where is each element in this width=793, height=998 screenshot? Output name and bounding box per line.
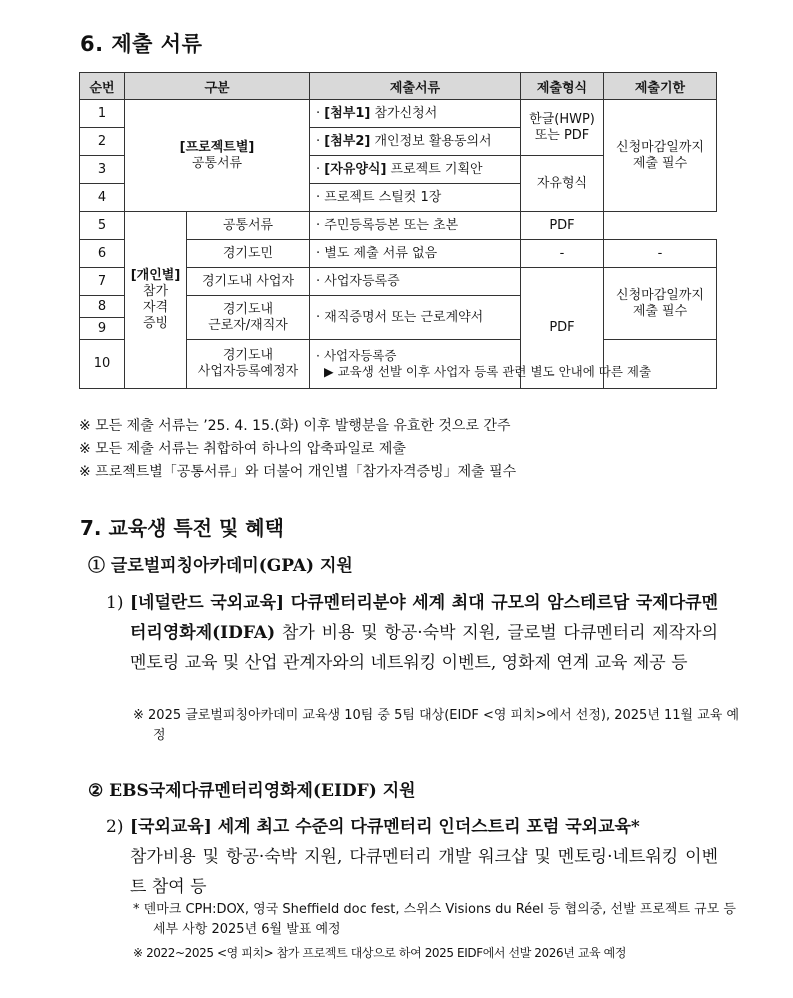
doc-name: 주민등록등본 또는 초본 (324, 217, 459, 233)
item-highlight: [네덜란드 국외교육] 다큐멘터리분야 세계 최대 규모의 암스테르담 국제다큐멘터리영화제(IDFA) (130, 593, 718, 643)
item-2-note-2: ※ 2022~2025 <영 피치> 참가 프로젝트 대상으로 하여 2025 EIDF에서 선발 2026년 교육 예정 (133, 946, 627, 960)
subsection-gpa-title: ① 글로벌피칭아카데미(GPA) 지원 (88, 556, 353, 576)
format-free-cell: 자유형식 (521, 156, 604, 212)
category-cell: 경기도내 사업자등록예정자 (187, 340, 310, 389)
deadline-cell: - (604, 240, 717, 268)
category-cell: 공통서류 (187, 212, 310, 240)
doc-note: ▶ 교육생 선발 이후 사업자 등록 관련 별도 안내에 따른 제출 (324, 364, 652, 379)
table-header-row (80, 73, 717, 100)
bullet: · (316, 273, 321, 289)
doc-name: 재직증명서 또는 근로계약서 (324, 309, 484, 325)
subsection-eidf-title: ② EBS국제다큐멘터리영화제(EIDF) 지원 (88, 781, 416, 801)
bullet: · (316, 245, 321, 261)
doc-name: 별도 제출 서류 없음 (324, 245, 438, 261)
bullet: · (316, 309, 321, 325)
format-cell: - (521, 240, 604, 268)
item-text: 참가 비용 및 항공·숙박 지원, 글로벌 다큐멘터리 제작자의 멘토링 교육 및 산업 관계자와의 네트워킹 이벤트, 영화제 연계 교육 제공 등 (130, 623, 718, 673)
doc-tag: [자유양식] (324, 161, 387, 177)
item-text: 참가비용 및 항공·숙박 지원, 다큐멘터리 개발 워크샵 및 멘토링·네트워킹 이벤트 참여 등 (130, 847, 718, 897)
document-cell (310, 296, 521, 340)
project-group-label: 공통서류 (191, 155, 243, 171)
category-cell: 경기도내 근로자/재직자 (187, 296, 310, 340)
item-2-note-1: * 덴마크 CPH:DOX, 영국 Sheffield doc fest, 스위스 Visions du Réel 등 협의중, 선발 프로젝트 규모 등 세부 사항 2025년 6월 발표 예정 (133, 902, 736, 937)
row-number: 7 (80, 268, 125, 296)
doc-name: 참가신청서 (370, 105, 438, 121)
category-cell: 경기도민 (187, 240, 310, 268)
document-cell (310, 340, 717, 389)
notes (79, 415, 516, 484)
item-number: 1) (106, 593, 124, 613)
row-number: 10 (80, 340, 125, 389)
bullet: · (316, 189, 321, 205)
bullet: · (316, 161, 321, 177)
format-hwp-cell: 한글(HWP) 또는 PDF (521, 100, 604, 156)
project-group-cell (125, 100, 310, 212)
row-number: 4 (80, 184, 125, 212)
individual-group-cell (125, 212, 187, 389)
row-number: 6 (80, 240, 125, 268)
doc-tag: [첨부1] (324, 105, 371, 121)
document-cell (310, 156, 521, 184)
row-number: 2 (80, 128, 125, 156)
bullet: · (316, 105, 321, 121)
header-deadline: 제출기한 (604, 73, 717, 100)
individual-group-label: 참가 자격 증빙 (142, 284, 169, 331)
bullet: · (316, 133, 321, 149)
document-cell (310, 128, 521, 156)
item-highlight: [국외교육] 세계 최고 수준의 다큐멘터리 인더스트리 포럼 국외교육* (130, 817, 640, 837)
item-number: 2) (106, 817, 124, 837)
category-cell: 경기도내 사업자 (187, 268, 310, 296)
section-7-title: 7. 교육생 특전 및 혜택 (80, 516, 284, 540)
doc-name: 개인정보 활용동의서 (370, 133, 492, 149)
note-item: ※ 모든 제출 서류는 ’25. 4. 15.(화) 이후 발행분을 유효한 것으로 간주 (79, 418, 511, 434)
benefit-item-1 (106, 588, 718, 678)
header-no: 순번 (80, 73, 125, 100)
format-pdf-cell: PDF (521, 268, 604, 389)
header-format: 제출형식 (521, 73, 604, 100)
doc-name: 사업자등록증 (324, 273, 400, 289)
row-number: 8 (80, 296, 125, 318)
submission-documents-table (79, 72, 717, 389)
item-1-note: ※ 2025 글로벌피칭아카데미 교육생 10팀 중 5팀 대상(EIDF <영 피치>에서 선정), 2025년 11월 교육 예정 (133, 708, 740, 743)
table-row (80, 100, 717, 128)
doc-tag: [첨부2] (324, 133, 371, 149)
note-item: ※ 프로젝트별「공통서류」와 더불어 개인별「참가자격증빙」제출 필수 (79, 464, 517, 480)
section-6-title: 6. 제출 서류 (80, 32, 203, 56)
note-item: ※ 모든 제출 서류는 취합하여 하나의 압축파일로 제출 (79, 441, 406, 457)
header-category: 구분 (125, 73, 310, 100)
header-document: 제출서류 (310, 73, 521, 100)
document-cell (310, 240, 521, 268)
doc-name: 프로젝트 스틸컷 1장 (324, 189, 442, 205)
project-group-label-bold: [프로젝트별] (179, 139, 255, 155)
doc-name: 사업자등록증 (323, 348, 397, 363)
table-row (80, 212, 717, 240)
document-cell (310, 268, 521, 296)
bullet: · (316, 348, 320, 363)
row-number: 5 (80, 212, 125, 240)
deadline-cell: 신청마감일까지 제출 필수 (604, 268, 717, 340)
row-number: 1 (80, 100, 125, 128)
row-number: 3 (80, 156, 125, 184)
document-cell (310, 184, 521, 212)
individual-group-label-bold: [개인별] (130, 268, 181, 283)
bullet: · (316, 217, 321, 233)
document-cell (310, 212, 521, 240)
benefit-item-2 (106, 812, 718, 902)
row-number: 9 (80, 318, 125, 340)
format-cell: PDF (521, 212, 604, 240)
doc-name: 프로젝트 기획안 (386, 161, 483, 177)
deadline-cell: 신청마감일까지 제출 필수 (604, 100, 717, 212)
document-cell (310, 100, 521, 128)
